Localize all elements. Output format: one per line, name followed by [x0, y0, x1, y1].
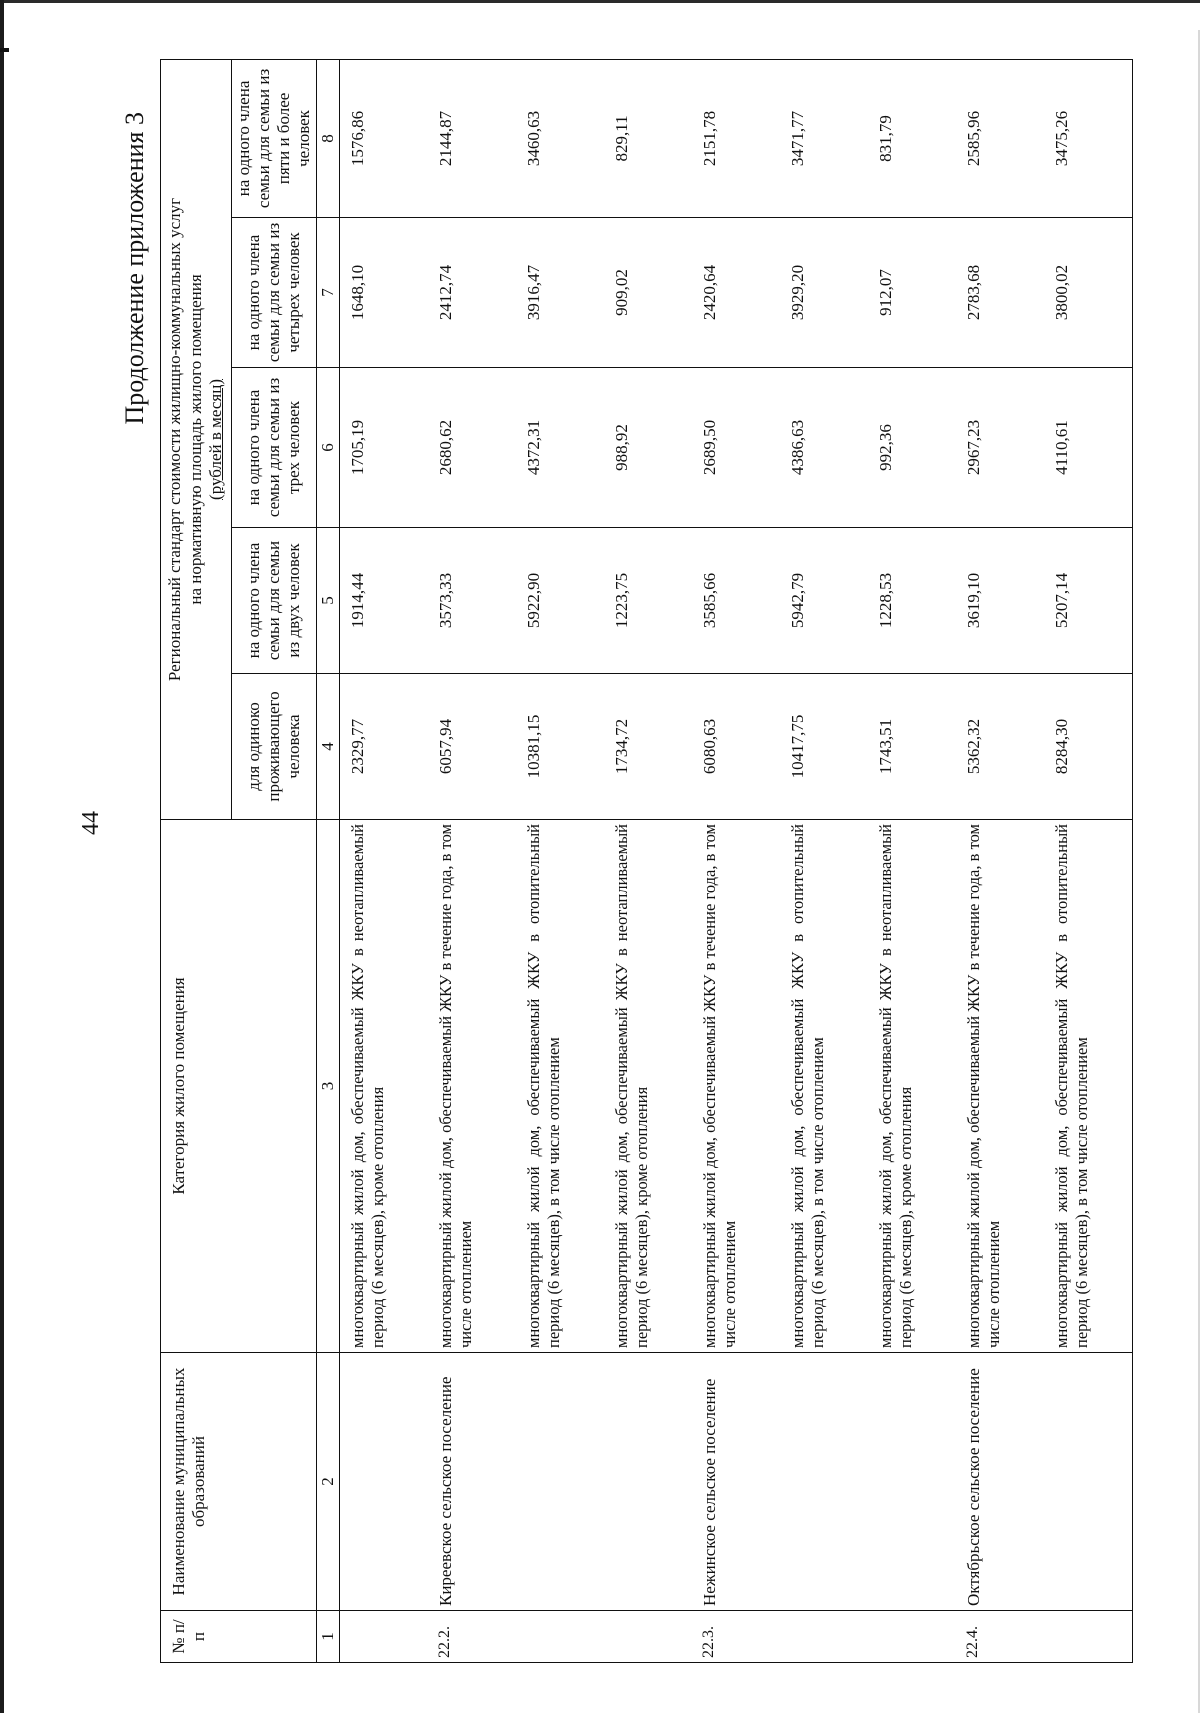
housing-category: многоквартирный жилой дом, обеспечиваемый ЖКУ в неотапливаемый период (6 месяцев), кроме отопления: [868, 820, 956, 1353]
value-family-of-four: 912,07: [868, 218, 956, 368]
housing-category: многоквартирный жилой дом, обеспечиваемый ЖКУ в течение года, в том числе отоплением: [692, 820, 780, 1353]
appendix-continuation-label: Продолжение приложения 3: [120, 112, 149, 425]
table-row: [428, 59, 516, 1662]
header-regional-unit: (рублей в месяц): [206, 379, 226, 500]
municipality-name: [604, 1353, 692, 1611]
municipality-name: Нежинское сельское поселение: [692, 1353, 780, 1611]
header-family-of-three: на одного члена семьи для семьи из трех человек: [232, 368, 317, 528]
municipality-name: Киреевское сельское поселение: [428, 1353, 516, 1611]
value-family-of-five-plus: 2585,96: [956, 59, 1044, 217]
value-family-of-four: 2412,74: [428, 218, 516, 368]
value-family-of-five-plus: 2144,87: [428, 59, 516, 217]
value-single-person: 5362,32: [956, 674, 1044, 820]
housing-category: многоквартирный жилой дом, обеспечиваемый ЖКУ в неотапливаемый период (6 месяцев), кроме отопления: [604, 820, 692, 1353]
housing-category: многоквартирный жилой дом, обеспечиваемый ЖКУ в неотапливаемый период (6 месяцев), кроме отопления: [340, 820, 429, 1353]
value-family-of-three: 2689,50: [692, 368, 780, 528]
table-row: [692, 59, 780, 1662]
housing-category: многоквартирный жилой дом, обеспечиваемый ЖКУ в течение года, в том числе отоплением: [956, 820, 1044, 1353]
value-family-of-two: 1223,75: [604, 528, 692, 674]
scan-edge-top: [0, 0, 1200, 3]
column-number: 6: [317, 368, 340, 528]
table-row: [956, 59, 1044, 1662]
table-row: [340, 59, 429, 1662]
column-number: 7: [317, 218, 340, 368]
column-number: 8: [317, 59, 340, 217]
value-family-of-three: 2680,62: [428, 368, 516, 528]
value-family-of-two: 1914,44: [340, 528, 429, 674]
value-family-of-five-plus: 3475,26: [1044, 59, 1133, 217]
value-family-of-two: 3619,10: [956, 528, 1044, 674]
header-number: № п/п: [161, 1611, 317, 1663]
value-family-of-three: 4110,61: [1044, 368, 1133, 528]
table-row: [1044, 59, 1133, 1662]
table-row: [780, 59, 868, 1662]
row-number: 22.2.: [428, 1611, 516, 1663]
value-family-of-two: 3573,33: [428, 528, 516, 674]
header-family-of-five-plus: на одного члена семьи для семьи из пяти и более человек: [232, 59, 317, 217]
value-family-of-two: 3585,66: [692, 528, 780, 674]
document-page: [0, 48, 1200, 1688]
value-single-person: 6080,63: [692, 674, 780, 820]
row-number: [604, 1611, 692, 1663]
value-family-of-three: 2967,23: [956, 368, 1044, 528]
value-family-of-five-plus: 2151,78: [692, 59, 780, 217]
value-family-of-five-plus: 1576,86: [340, 59, 429, 217]
municipality-name: [868, 1353, 956, 1611]
value-family-of-two: 1228,53: [868, 528, 956, 674]
value-family-of-three: 988,92: [604, 368, 692, 528]
housing-category: многоквартирный жилой дом, обеспечиваемый ЖКУ в отопительный период (6 месяцев), в том числе отоплением: [1044, 820, 1133, 1353]
housing-category: многоквартирный жилой дом, обеспечиваемый ЖКУ в отопительный период (6 месяцев), в том числе отоплением: [516, 820, 604, 1353]
header-single-person: для одиноко проживающего человека: [232, 674, 317, 820]
header-category: Категория жилого помещения: [161, 820, 317, 1353]
row-number: [868, 1611, 956, 1663]
value-family-of-four: 2783,68: [956, 218, 1044, 368]
row-number: [516, 1611, 604, 1663]
value-family-of-three: 4386,63: [780, 368, 868, 528]
municipality-name: [780, 1353, 868, 1611]
header-family-of-two: на одного члена семьи для семьи из двух человек: [232, 528, 317, 674]
value-family-of-two: 5942,79: [780, 528, 868, 674]
value-family-of-four: 3800,02: [1044, 218, 1133, 368]
housing-cost-standard-table: [160, 59, 1133, 1663]
value-family-of-five-plus: 829,11: [604, 59, 692, 217]
table-row: [516, 59, 604, 1662]
table-row: [604, 59, 692, 1662]
municipality-name: Октябрьское сельское поселение: [956, 1353, 1044, 1611]
value-family-of-two: 5922,90: [516, 528, 604, 674]
row-number: 22.4.: [956, 1611, 1044, 1663]
value-family-of-four: 909,02: [604, 218, 692, 368]
value-family-of-four: 2420,64: [692, 218, 780, 368]
table-row: [868, 59, 956, 1662]
header-family-of-four: на одного члена семьи для семьи из четырех человек: [232, 218, 317, 368]
header-regional-standard: [161, 59, 232, 819]
value-single-person: 1734,72: [604, 674, 692, 820]
municipality-name: [1044, 1353, 1133, 1611]
value-family-of-five-plus: 3471,77: [780, 59, 868, 217]
value-family-of-four: 1648,10: [340, 218, 429, 368]
value-family-of-five-plus: 3460,63: [516, 59, 604, 217]
column-number: 2: [317, 1353, 340, 1611]
column-number: 1: [317, 1611, 340, 1663]
municipality-name: [340, 1353, 429, 1611]
page-number: 44: [78, 811, 104, 835]
value-single-person: 6057,94: [428, 674, 516, 820]
housing-category: многоквартирный жилой дом, обеспечиваемый ЖКУ в отопительный период (6 месяцев), в том числе отоплением: [780, 820, 868, 1353]
header-municipality: Наименование муниципальных образований: [161, 1353, 317, 1611]
value-family-of-three: 4372,31: [516, 368, 604, 528]
value-family-of-four: 3916,47: [516, 218, 604, 368]
municipality-name: [516, 1353, 604, 1611]
value-single-person: 1743,51: [868, 674, 956, 820]
value-family-of-three: 992,36: [868, 368, 956, 528]
header-regional-line2: на нормативную площадь жилого помещения: [185, 274, 205, 605]
table-body: [340, 59, 1133, 1662]
row-number: 22.3.: [692, 1611, 780, 1663]
column-number: 4: [317, 674, 340, 820]
column-number: 3: [317, 820, 340, 1353]
row-number: [780, 1611, 868, 1663]
value-single-person: 8284,30: [1044, 674, 1133, 820]
header-regional-line3: [206, 66, 227, 813]
column-number: 5: [317, 528, 340, 674]
housing-category: многоквартирный жилой дом, обеспечиваемый ЖКУ в течение года, в том числе отоплением: [428, 820, 516, 1353]
value-single-person: 10417,75: [780, 674, 868, 820]
value-family-of-three: 1705,19: [340, 368, 429, 528]
row-number: [1044, 1611, 1133, 1663]
value-single-person: 2329,77: [340, 674, 429, 820]
value-family-of-four: 3929,20: [780, 218, 868, 368]
value-family-of-two: 5207,14: [1044, 528, 1133, 674]
row-number: [340, 1611, 429, 1663]
value-family-of-five-plus: 831,79: [868, 59, 956, 217]
header-regional-line1: Региональный стандарт стоимости жилищно-коммунальных услуг: [165, 197, 184, 682]
value-single-person: 10381,15: [516, 674, 604, 820]
